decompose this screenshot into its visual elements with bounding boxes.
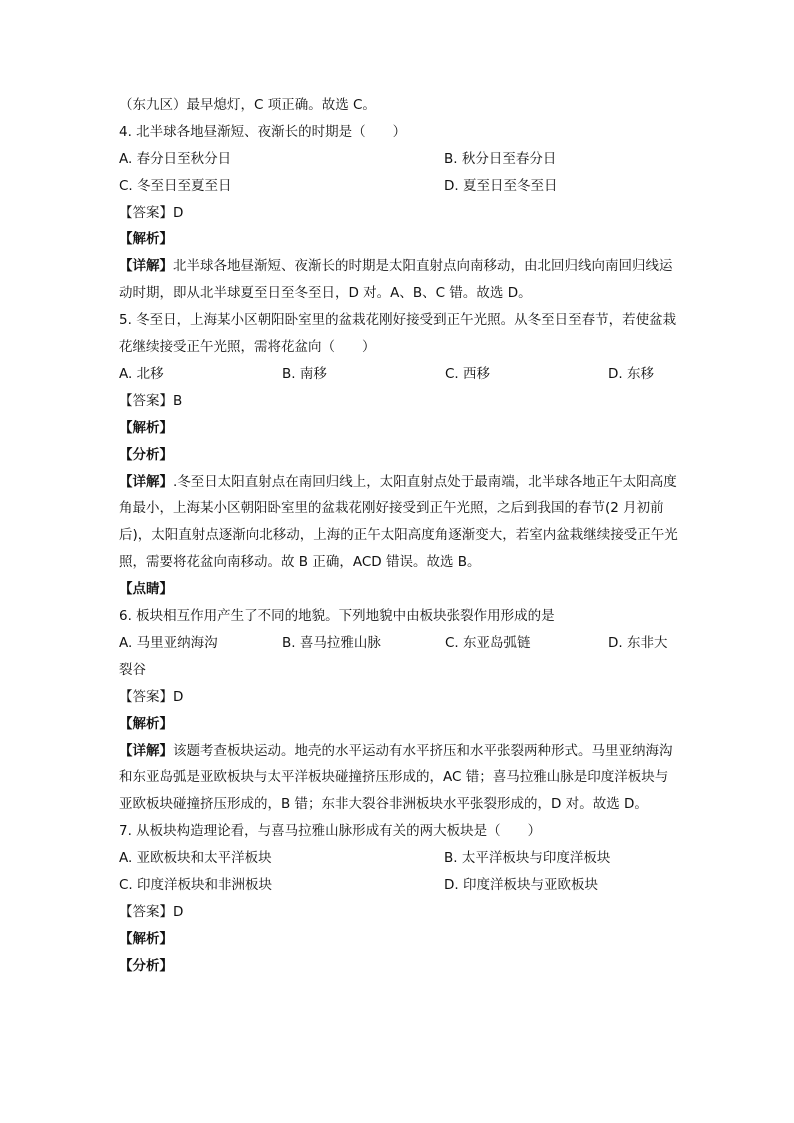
question-4-detail (119, 253, 679, 307)
question-4-options-row-2 (119, 173, 679, 200)
question-6-detail-label: 【详解】 (119, 742, 173, 759)
question-7-options-row-2 (119, 872, 679, 899)
question-7-option-a: A. 亚欧板块和太平洋板块 (119, 850, 272, 867)
question-5-option-d: D. 东移 (608, 365, 654, 382)
question-4-answer: 【答案】D (119, 204, 184, 221)
question-6-answer: 【答案】D (119, 688, 184, 705)
question-7-option-b: B. 太平洋板块与印度洋板块 (444, 850, 611, 867)
question-4-option-b: B. 秋分日至春分日 (444, 150, 557, 167)
question-4-detail-label: 【详解】 (119, 258, 173, 275)
question-5-detail-label: 【详解】 (119, 473, 173, 490)
question-6-analysis-title: 【解析】 (119, 715, 173, 732)
question-6-option-a: A. 马里亚纳海沟 (119, 634, 218, 651)
question-4-option-c: C. 冬至日至夏至日 (119, 177, 232, 194)
question-6-options-row (119, 630, 679, 657)
question-5-options-row (119, 361, 679, 388)
question-7-options-row-1 (119, 845, 679, 872)
question-7-option-c: C. 印度洋板块和非洲板块 (119, 877, 273, 893)
question-6-option-b: B. 喜马拉雅山脉 (282, 634, 381, 651)
question-5-detail (119, 469, 679, 577)
previous-answer-tail: （东九区）最早熄灯，C 项正确。故选 C。 (119, 97, 376, 113)
question-5-analysis-title: 【解析】 (119, 419, 173, 436)
question-5-detail-text: .冬至日太阳直射点在南回归线上，太阳直射点处于最南端，北半球各地正午太阳高度角最小，上海某小区朝阳卧室里的盆栽花刚好接受到正午光照，之后到我国的春节(2 月初前后)，太阳直射点逐渐向北移动，上海的正午太阳高度角逐渐变大，若室内盆栽继续接受正午光照，需要将花盆向南移动。故 B 正确，ACD 错误。故选 B。 (119, 473, 678, 571)
question-5-option-a: A. 北移 (119, 365, 164, 382)
question-6-option-c: C. 东亚岛弧链 (445, 634, 531, 651)
question-5-fenxi: 【分析】 (119, 446, 173, 463)
question-7-stem: 7. 从板块构造理论看，与喜马拉雅山脉形成有关的两大板块是（ ） (119, 823, 542, 840)
question-6-detail-text: 该题考查板块运动。地壳的水平运动有水平挤压和水平张裂两种形式。马里亚纳海沟和东亚岛弧是亚欧板块与太平洋板块碰撞挤压形成的，AC 错；喜马拉雅山脉是印度洋板块与亚欧板块碰撞挤压形成的，B 错；东非大裂谷非洲板块水平张裂形成的，D 对。故选 D。 (119, 742, 673, 813)
question-7-answer: 【答案】D (119, 903, 184, 920)
question-4-analysis-title: 【解析】 (119, 231, 173, 248)
question-4-detail-text: 北半球各地昼渐短、夜渐长的时期是太阳直射点向南移动，由北回归线向南回归线运动时期，即从北半球夏至日至冬至日，D 对。A、B、C 错。故选 D。 (119, 258, 673, 302)
question-6-stem: 6. 板块相互作用产生了不同的地貌。下列地貌中由板块张裂作用形成的是 (119, 608, 555, 625)
question-4-option-a: A. 春分日至秋分日 (119, 150, 232, 167)
question-6-option-d-tail: 裂谷 (119, 661, 146, 678)
question-4-options-row-1 (119, 146, 679, 173)
question-5-option-c: C. 西移 (445, 365, 491, 382)
question-5-stem: 5. 冬至日，上海某小区朝阳卧室里的盆栽花刚好接受到正午光照。从冬至日至春节，若使盆栽花继续接受正午光照，需将花盆向（ ） (119, 312, 677, 356)
document-page (119, 92, 679, 980)
question-6-detail (119, 738, 679, 819)
question-7-fenxi: 【分析】 (119, 957, 173, 974)
question-7-analysis-title: 【解析】 (119, 930, 173, 947)
question-5-answer: 【答案】B (119, 392, 183, 409)
question-5-option-b: B. 南移 (282, 365, 327, 382)
question-4-option-d: D. 夏至日至冬至日 (444, 177, 558, 194)
question-7-option-d: D. 印度洋板块与亚欧板块 (444, 877, 598, 893)
question-5-dianjing: 【点睛】 (119, 581, 173, 598)
question-4-stem: 4. 北半球各地昼渐短、夜渐长的时期是（ ） (119, 123, 407, 140)
question-6-option-d: D. 东非大 (608, 634, 668, 651)
